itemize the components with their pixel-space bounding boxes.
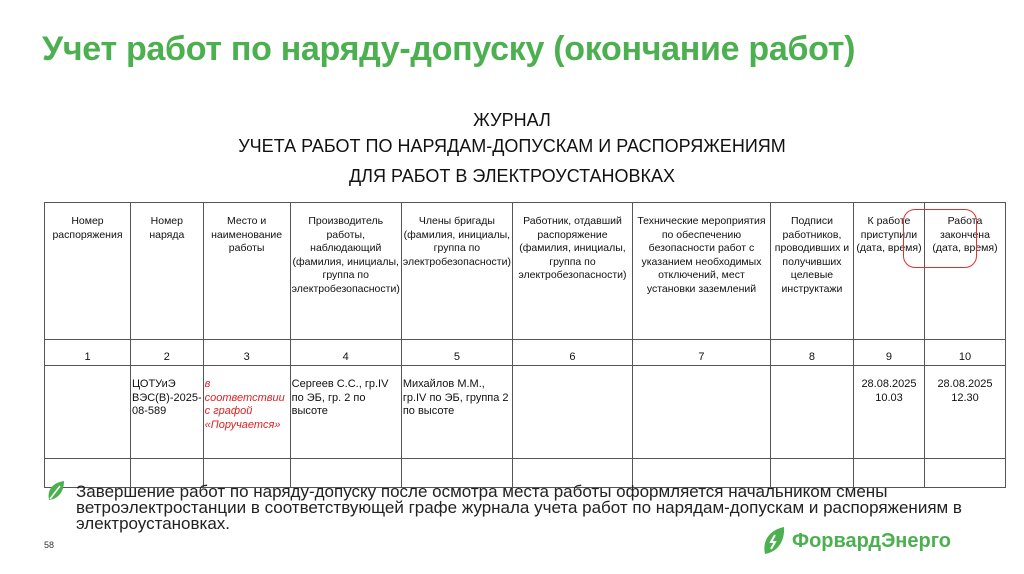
column-number: 5 bbox=[401, 340, 512, 366]
table-row bbox=[45, 366, 1006, 459]
column-number: 3 bbox=[203, 340, 290, 366]
header-cell: Номер наряда bbox=[131, 203, 204, 340]
page-number: 58 bbox=[44, 540, 55, 550]
slide-title: Учет работ по наряду-допуску (окончание работ) bbox=[42, 30, 856, 68]
work-place-cell: в соответствии с графой «Поручается» bbox=[203, 366, 290, 459]
technical-measures-cell bbox=[632, 366, 770, 459]
column-number: 2 bbox=[131, 340, 204, 366]
brigade-members-cell: Михайлов М.М., гр.IV по ЭБ, группа 2 по высоте bbox=[401, 366, 512, 459]
column-number: 7 bbox=[632, 340, 770, 366]
highlight-circle bbox=[903, 209, 977, 268]
leaf-logo-icon bbox=[762, 526, 786, 556]
company-logo bbox=[762, 526, 951, 556]
end-datetime-cell: 28.08.2025 12.30 bbox=[924, 366, 1005, 459]
header-cell: Номер распоряжения bbox=[45, 203, 131, 340]
header-cell: Члены бригады (фамилия, инициалы, группа по электробезопасности) bbox=[401, 203, 512, 340]
logo-text: ФорвардЭнерго bbox=[792, 529, 952, 552]
leaf-bullet-icon bbox=[46, 480, 66, 507]
column-number: 8 bbox=[770, 340, 853, 366]
permit-number-cell: ЦОТУиЭ ВЭС(В)-2025-08-589 bbox=[131, 366, 204, 459]
header-row bbox=[45, 203, 1006, 340]
order-number-cell bbox=[45, 366, 131, 459]
header-cell: Работник, отдавший распоряжение (фамилия, инициалы, группа по электробезопасности) bbox=[512, 203, 632, 340]
column-number: 1 bbox=[45, 340, 131, 366]
work-producer-cell: Сергеев С.С., гр.IV по ЭБ, гр. 2 по высоте bbox=[290, 366, 401, 459]
header-cell: К работе приступили (дата, время) bbox=[853, 203, 924, 340]
note-text: Завершение работ по наряду-допуску после осмотра места работы оформляется начальником смены ветроэлектростанции в соответствующей графе журнала учета работ по нарядам-допускам и распоряжениям в электроустановках. bbox=[76, 482, 962, 533]
header-cell: Подписи работников, проводивших и получивших целевые инструктажи bbox=[770, 203, 853, 340]
journal-title-line1: ЖУРНАЛ bbox=[473, 110, 551, 130]
header-cell: Место и наименование работы bbox=[203, 203, 290, 340]
journal-title-line3: ДЛЯ РАБОТ В ЭЛЕКТРОУСТАНОВКАХ bbox=[348, 166, 676, 186]
header-cell: Производитель работы, наблюдающий (фамилия, инициалы, группа по электробезопасности) bbox=[290, 203, 401, 340]
column-number: 6 bbox=[512, 340, 632, 366]
header-cell: Технические мероприятия по обеспечению безопасности работ с указанием необходимых отключений, мест установки заземлений bbox=[632, 203, 770, 340]
column-number: 9 bbox=[853, 340, 924, 366]
signatures-cell bbox=[770, 366, 853, 459]
journal-title-line2: УЧЕТА РАБОТ ПО НАРЯДАМ-ДОПУСКАМ И РАСПОРЯЖЕНИЯМ bbox=[238, 136, 786, 156]
column-number: 10 bbox=[924, 340, 1005, 366]
header-cell: Работа закончена (дата, время) bbox=[924, 203, 1005, 340]
column-number: 4 bbox=[290, 340, 401, 366]
issuer-cell bbox=[512, 366, 632, 459]
column-number-row bbox=[45, 340, 1006, 366]
start-datetime-cell: 28.08.2025 10.03 bbox=[853, 366, 924, 459]
journal-table bbox=[44, 202, 1006, 488]
